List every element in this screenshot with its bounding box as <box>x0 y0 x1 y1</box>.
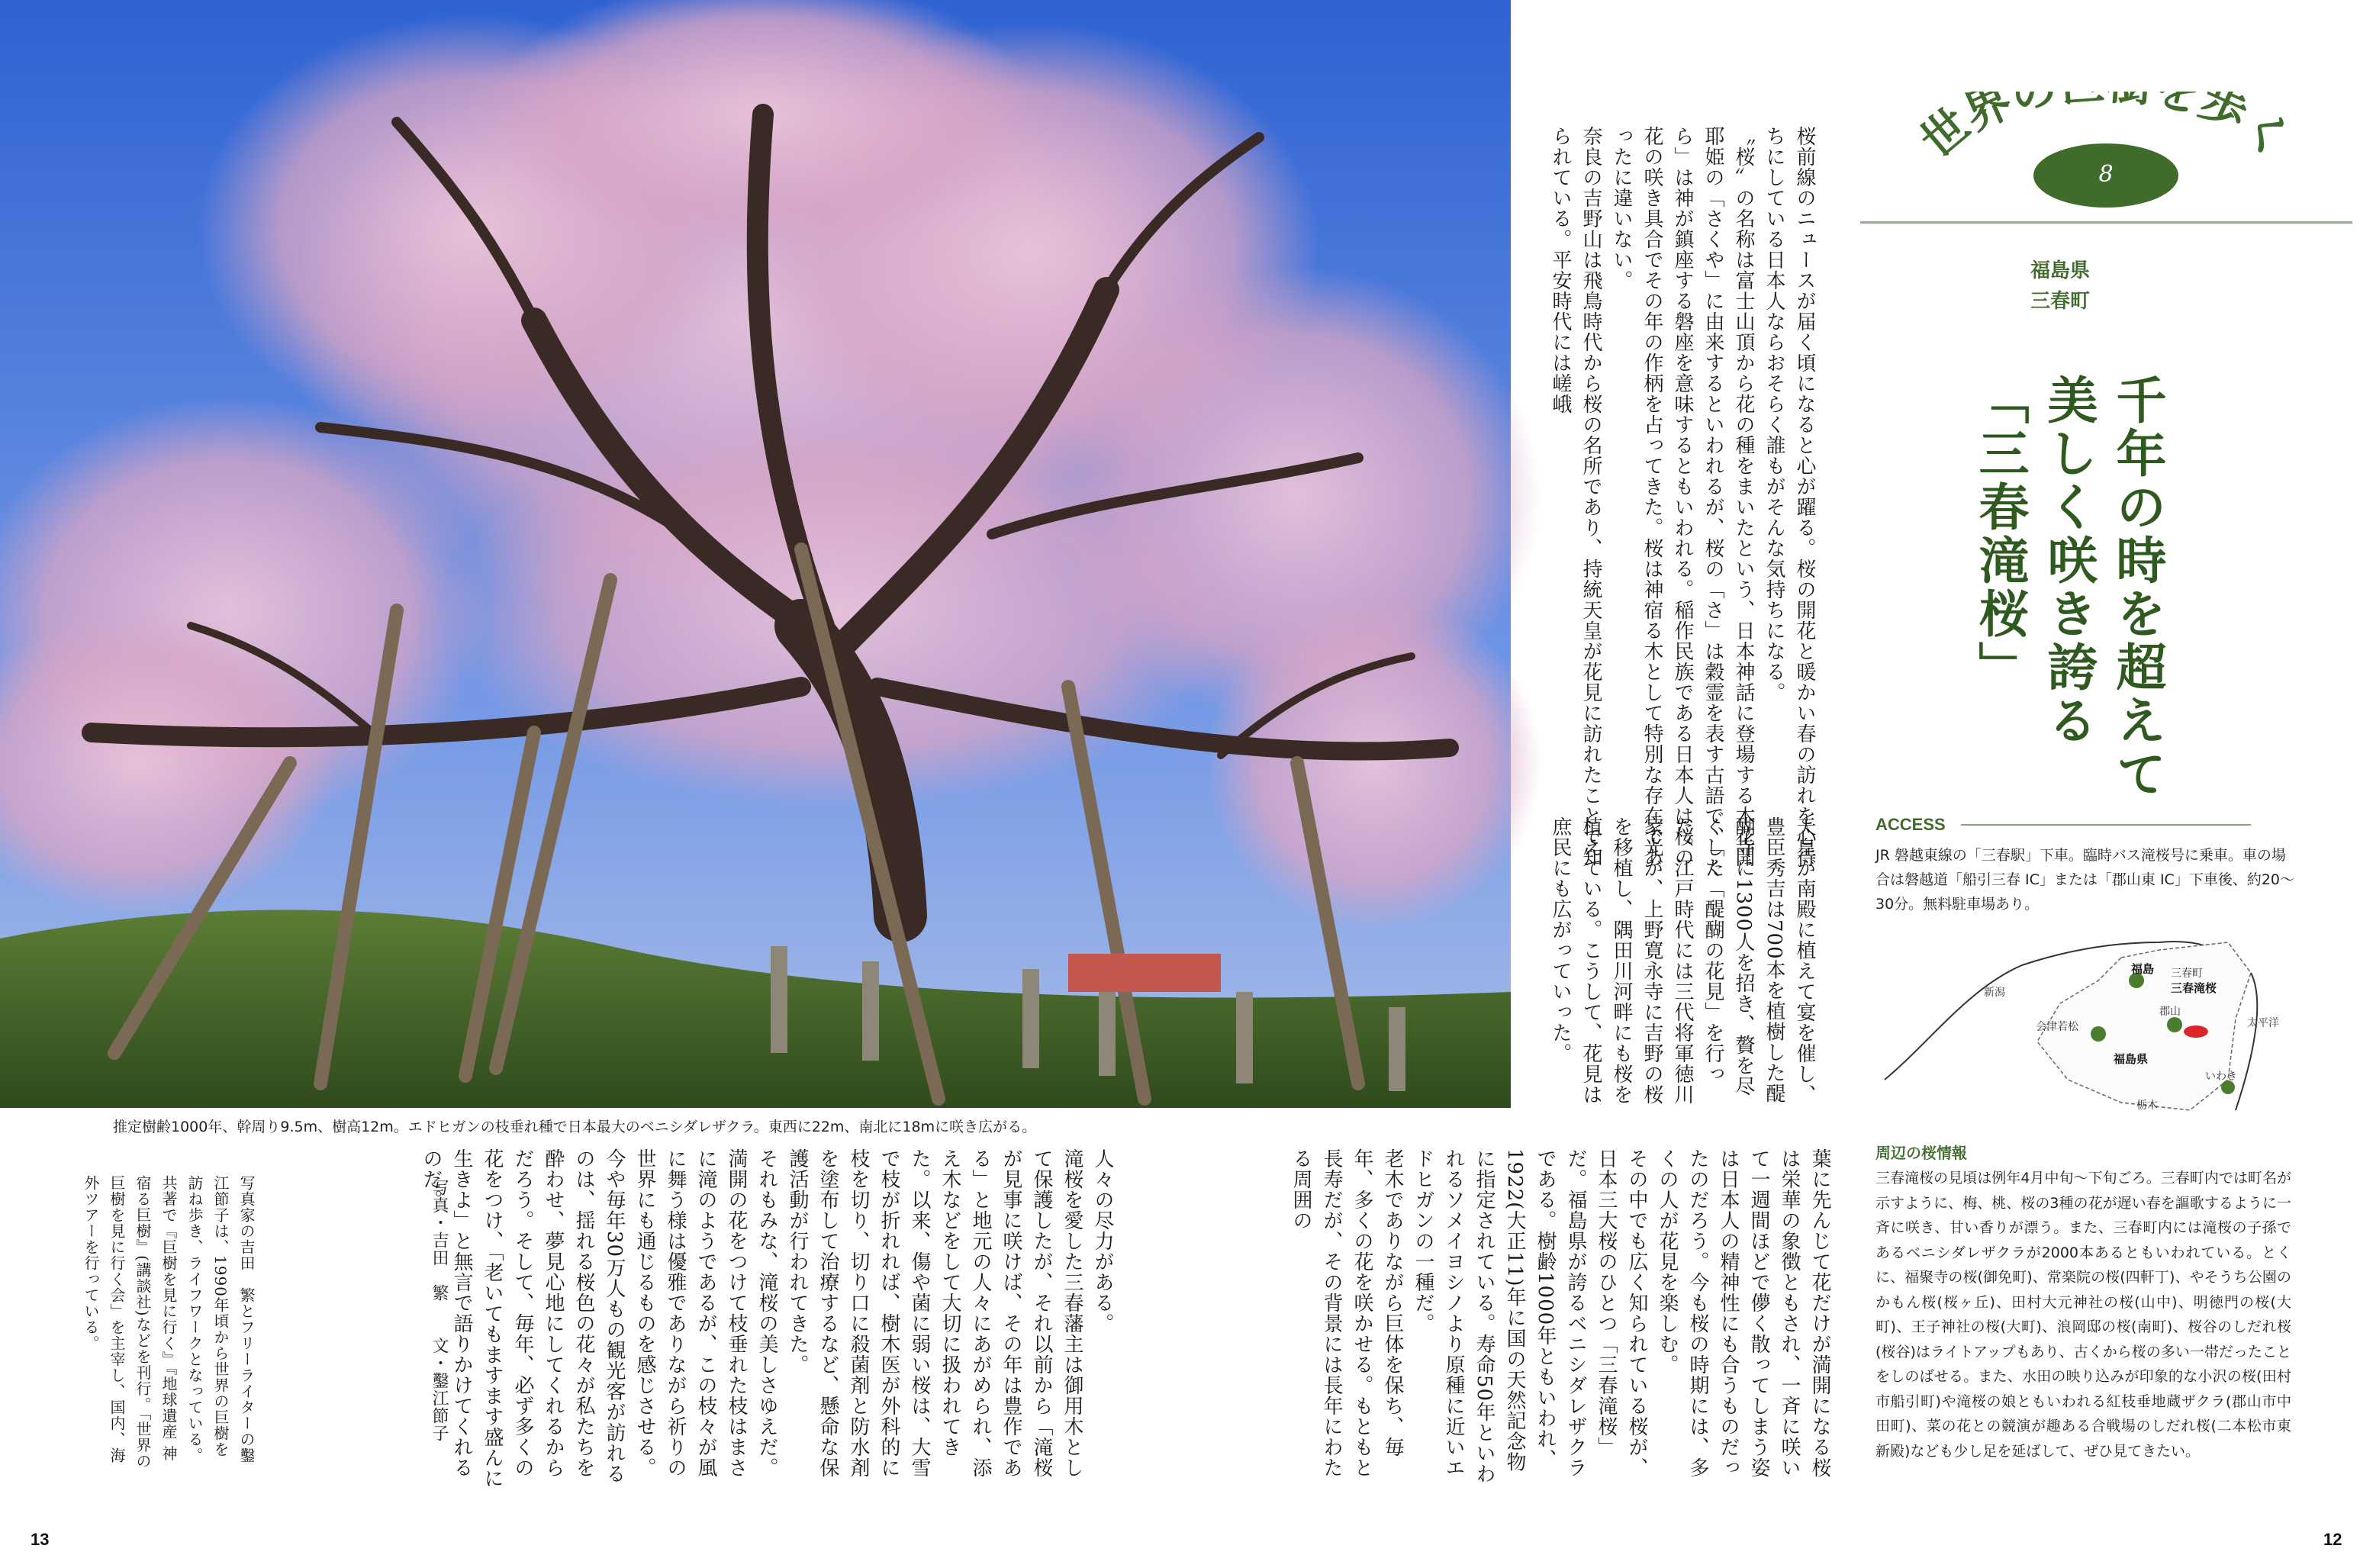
map-marker-takizakura <box>2184 1025 2208 1038</box>
map-label-miharu-takizakura: 三春滝桜 <box>2171 981 2217 995</box>
page-number-left: 13 <box>31 1530 50 1549</box>
sakura-info-title: 周辺の桜情報 <box>1875 1144 1967 1162</box>
photo-text-credit: 写真・吉田 繁 文・鑿江節子 <box>430 1179 449 1442</box>
cherry-tree-photo <box>0 0 1511 1108</box>
series-title: 世界の を歩く <box>1911 92 2301 169</box>
body-text-lower-right: 葉に先んじて花だけが満開になる桜は栄華の象徴ともされ、一斉に咲いて一週間ほどで儚く散ってしまう姿は日本人の精神性にも合うものだったのだろう。今も桜の時期には、多くの人が花見を楽しむ。 その中でも広く知られている桜が、日本三大桜のひとつ「三春滝桜」だ。福島県が誇るベニシダレザクラである。樹齢1000年ともいわれ、1922(大正11)年に国の天然記念物に指定されている。寿命50年といわれるソメイヨシノより原種に近いエドヒガンの一種だ。 老木でありながら巨体を保ち、毎年、多くの花を咲かせる。もともと長寿だが、その背景には長年にわたる周囲の <box>1289 1148 1831 1485</box>
headline-line-2: 美しく咲き誇る <box>2039 374 2098 748</box>
map-label-miharu-town: 三春町 <box>2171 968 2203 980</box>
map-marker-aizuwakamatsu <box>2091 1026 2106 1042</box>
map-label-niigata: 新潟 <box>1984 987 2005 999</box>
map-label-aizuwakamatsu: 会津若松 <box>2036 1021 2078 1033</box>
headline-line-3: 「三春滝桜」 <box>1970 374 2029 694</box>
map-label-pacific: 太平洋 <box>2247 1017 2279 1029</box>
red-roof-building <box>1068 954 1221 992</box>
sakura-info-text: 三春滝桜の見頃は例年4月中旬〜下旬ごろ。三春町内では町名が示すように、梅、桃、桜の3種の花が遅い春を謳歌するように一斉に咲き、甘い香りが漂う。また、三春町内には滝桜の子孫であるベニシダレザクラが2000本あるともいわれている。とくに、福聚寺の桜(御免町)、常楽院の桜(四軒丁)、やそうち公園のかもん桜(桜ヶ丘)、田村大元神社の桜(山中)、明徳門の桜(大町)、王子神社の桜(大町)、浪岡邸の桜(南町)、桜谷のしだれ桜(桜谷)はライトアップもあり、古くから桜の多い一帯だったことをしのばせる。また、水田の映り込みが印象的な小沢の桜(田村市船引町)や滝桜の娘ともいわれる紅枝垂地蔵ザクラ(郡山市中田町)、菜の花との競演が趣ある合戦場のしだれ桜(二本松市東新殿)なども少し足を延ばして、ぜひ見てきたい。 <box>1875 1170 2291 1460</box>
map-marker-koriyama <box>2167 1017 2182 1032</box>
location-block <box>2026 256 2094 317</box>
map-label-iwaki: いわき <box>2205 1071 2237 1083</box>
town-label: 三春町 <box>2030 290 2090 313</box>
map-label-fukushima-pref: 福島県 <box>2114 1052 2149 1066</box>
page-number-right: 12 <box>2323 1530 2342 1549</box>
photo-caption: 推定樹齢1000年、幹周り9.5m、樹高12m。エドヒガンの枝垂れ種で日本最大のベニシダレザクラ。東西に22m、南北に18mに咲き広がる。 <box>113 1119 1037 1135</box>
headline-line-1: 千年の時を超えて <box>2107 374 2166 801</box>
series-number: 8 <box>2098 161 2114 188</box>
body-text-middle: 天皇が南殿に植えて宴を催し、豊臣秀吉は700本を植樹した醍醐寺に1300人を招き、贅を尽くした「醍醐の花見」を行った。江戸時代には三代将軍徳川家光が、上野寛永寺に吉野の桜を移植し、隅田川河畔にも桜を植えている。こうして、花見は庶民にも広がっていった。 <box>1549 816 1816 1105</box>
map-label-tochigi: 栃木 <box>2136 1100 2158 1112</box>
headline <box>1965 374 2171 801</box>
access-label: ACCESS <box>1875 815 1946 834</box>
access-text: JR 磐越東線の「三春駅」下車。臨時バス滝桜号に乗車。車の場合は磐越道「船引三春 IC」または「郡山東 IC」下車後、約20〜30分。無料駐車場あり。 <box>1875 847 2294 913</box>
body-text-lower-left: 人々の尽力がある。 滝桜を愛した三春藩主は御用木として保護したが、それ以前から「滝桜が見事に咲けば、その年は豊作である」と地元の人々にあがめられ、添え木などをして大切に扱われてきた。以来、傷や菌に弱い桜は、大雪で枝が折れれば、樹木医が外科的に枝を切り、切り口に殺菌剤と防水剤を塗布して治療するなど、懸命な保護活動が行われてきた。 それもみな、滝桜の美しさゆえだ。満開の花をつけて枝垂れた枝はまさに滝のようであるが、この枝々が風に舞う様は優雅でありながら祈りの世界にも通じるものを感じさせる。 今や毎年30万人もの観光客が訪れるのは、揺れる桜色の花々が私たちを酔わせ、夢見心地にしてくれるからだろう。そして、毎年、必ず多くの花をつけ、「老いてもますます盛んに生きよ」と無言で語りかけてくれるのだ。 <box>420 1148 1114 1489</box>
body-text-upper: 桜前線のニュースが届く頃になると心が躍る。桜の開花と暖かい春の訪れを心待ちにしている日本人ならおそらく誰もがそんな気持ちになる。 〝桜〟の名称は富士山頂から花の種をまいたという、日本神話に登場する木花開耶姫の「さくや」に由来するといわれるが、桜の「さ」は穀霊を表す古語で、「くら」は神が鎮座する磐座を意味するともいわれる。稲作民族である日本人は桜の花の咲き具合でその年の作柄を占ってきた。桜は神宿る木として特別な存在であったに違いない。 奈良の吉野山は飛鳥時代から桜の名所であり、持統天皇が花見に訪れたことで知られている。平安時代には嵯峨 <box>1549 126 1816 878</box>
cherry-tree-illustration <box>0 0 1511 1108</box>
access-map <box>1869 927 2327 1118</box>
map-label-koriyama: 郡山 <box>2159 1006 2181 1018</box>
author-bio: 写真家の吉田 繁とフリーライターの鑿江節子は、1990年頃から世界の巨樹を訪ね歩き、ライフワークとなっている。共著で『巨樹を見に行く』『地球遺産 神宿る巨樹』(講談社)などを刊行。「世界の巨樹を見に行く会」を主宰し、国内、海外ツアーを行っている。 <box>82 1175 256 1470</box>
access-rule <box>1961 824 2251 826</box>
map-label-fukushima: 福島 <box>2131 962 2155 976</box>
header-rule <box>1860 221 2352 224</box>
prefecture-label: 福島県 <box>2030 259 2090 282</box>
